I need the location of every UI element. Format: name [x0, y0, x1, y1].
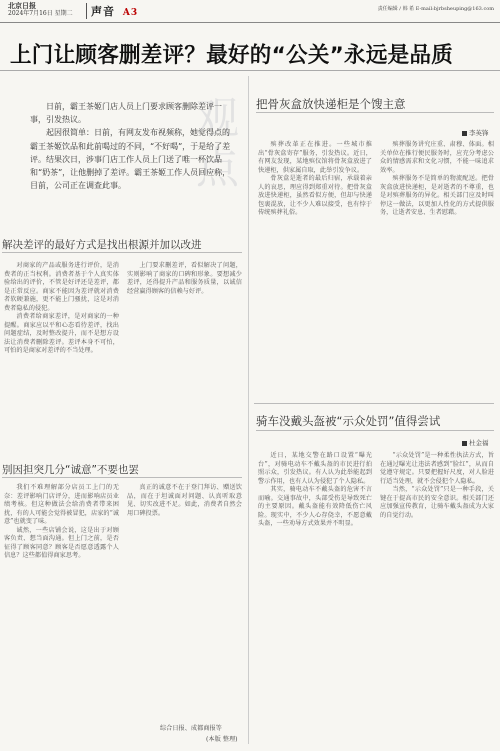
page-number: A3	[122, 8, 139, 18]
right-s1-paragraph: 殡葬服务不是简单的物流配送。把骨灰盒放进快递柜，是对逝者的不尊重，也是对殡葬服务的异化。相关部门应及时叫停这一做法，以更加人性化的方式提供服务，让逝者安息、生者慰藉。	[380, 175, 494, 216]
right-section-1-title: 把骨灰盒放快递柜是个馊主意	[256, 97, 406, 111]
editor-info: 责任编辑 / 韩 希 E-mail:bjrbsheuping@163.com	[377, 6, 494, 12]
left-s2-paragraph: 诚然，一些店铺会说，这是出于对顾客负责、想当面沟通。但上门之前，是否征得了顾客同意？顾客是否愿意透露个人信息？这些都值得商家思考。	[4, 526, 119, 559]
watermark: 观点	[196, 94, 239, 194]
section-title: 声音	[91, 5, 115, 18]
left-s2-paragraph: 真正的诚意不在于登门拜访、赠送饮品，而在于坦诚面对问题、认真听取意见、切实改进不足。如此，消费者自然会用口碑投票。	[127, 484, 242, 517]
right-section-1-col-1	[258, 141, 372, 218]
right-section-2-byline	[462, 438, 489, 447]
right-s1-paragraph: 骨灰盒是逝者的最后归宿，承载着亲人的哀思，理应得到郑重对待。把骨灰盒放进快递柜，虽然看似方便，但却与快递包裹混放，让不少人难以接受，也有悖于传统殡葬礼俗。	[258, 175, 372, 216]
headline-divider	[0, 70, 500, 71]
right-section-2-title: 骑车没戴头盔被“示众处罚”值得尝试	[256, 414, 441, 428]
left-section-2-title: 别因担突几分“诚意”不要也罢	[2, 464, 139, 476]
right-s2-paragraph: 其实，骑电动车不戴头盔的危害不言而喻。交通事故中，头部受伤是导致死亡的主要原因。戴头盔能有效降低伤亡风险。现实中，不少人心存侥幸，不愿意戴头盔，一些劝导方式效果并不明显。	[258, 486, 372, 527]
left-section-2-col-1	[4, 484, 119, 561]
byline-marker-icon	[462, 441, 467, 446]
right-s2-paragraph: 近日，某地交警在路口设置“曝光台”，对骑电动车不戴头盔的市民进行拍照示众，引发热议。有人认为此举能起到警示作用，也有人认为侵犯了个人隐私。	[258, 452, 372, 485]
left-section-1-title: 解决差评的最好方式是找出根源并加以改进	[2, 239, 202, 251]
right-section-2-col-2	[380, 452, 494, 520]
section-name	[86, 3, 138, 19]
author-name: 杜金福	[469, 439, 489, 447]
page-headline: 上门让顾客删差评？最好的“公关”永远是品质	[10, 43, 454, 68]
masthead-left	[8, 2, 73, 18]
column-divider	[248, 76, 249, 744]
intro-paragraph: 起因很简单：日前，有网友发布视频称，她觉得点的霸王茶姬饮品和此前喝过的不同，“不好喝”，于是给了差评。结果次日，涉事门店工作人员上门送了唯一杯饮品和“奶茶”，让他删掉了差评。霸王茶姬工作人员回应称，目前，公司正在调查此事。	[30, 128, 231, 191]
left-source-credit: 综合日报、成都商报等	[160, 725, 222, 732]
left-s2-paragraph: 我们不难理解部分店员工上门的无奈：差评影响门店评分，进而影响店员业绩考核。但这种做法会给消费者带来困扰，有的人可能会觉得被冒犯，店家的“诚意”也就变了味。	[4, 484, 119, 525]
left-section-1-col-2	[127, 262, 242, 296]
left-section-1-col-1	[4, 262, 119, 356]
right-section-1-byline	[462, 128, 489, 137]
left-section-2-rule	[2, 477, 242, 478]
right-s2-paragraph: “示众处罚”是一种柔性执法方式，旨在通过曝光让违法者感到“脸红”，从而自觉遵守规定。只要把握好尺度，对人脸进行适当处理，就不会侵犯个人隐私。	[380, 452, 494, 485]
right-section-2-rule	[256, 430, 494, 431]
issue-date: 2024年7月16日 星期二	[8, 10, 73, 17]
right-s2-paragraph: 当然，“示众处罚”只是一种手段，关键在于提高市民的安全意识。相关部门还应加强宣传教育，让骑车戴头盔成为大家的自觉行动。	[380, 486, 494, 519]
left-s1-paragraph: 上门要求删差评，看似解决了问题，实则影响了商家的口碑和形象。要想减少差评，还得提升产品和服务质量，以诚信经营赢得顾客的信赖与好评。	[127, 262, 242, 295]
right-section-divider	[254, 403, 494, 404]
intro-text	[30, 100, 233, 192]
left-s1-paragraph: 对商家的产品或服务进行评价，是消费者的正当权利。消费者基于个人真实体验给出的评价，不管是好评还是差评，都是正常反应。商家不能因为差评就对消费者软硬兼施，更不能上门骚扰，这是对消费者隐私的侵犯。	[4, 262, 119, 312]
right-section-1-rule	[256, 112, 494, 113]
right-s1-paragraph: 殡葬改革正在推进。一些城市推出“骨灰盒寄存”服务，引发热议。近日，有网友发现，某地殡仪馆将骨灰盒放进了快递柜，供家属自取，此举引发争议。	[258, 141, 372, 174]
left-editor-credit: (本版 整理)	[206, 736, 238, 743]
intro-paragraph: 日前，霸王茶姬门店人员上门要求顾客删除差评一事，引发热议。	[30, 102, 222, 125]
left-s1-paragraph: 消费者给商家差评，是对商家的一种提醒。商家应以平和心态看待差评，找出问题症结，及时整改提升，而不是想方设法让消费者删除差评。差评本身不可怕，可怕的是商家对差评的不当处理。	[4, 313, 119, 354]
author-name: 李英锋	[469, 129, 489, 137]
paper-name: 北京日报	[8, 1, 36, 10]
byline-marker-icon	[462, 131, 467, 136]
right-section-1-col-2	[380, 141, 494, 218]
left-section-2-col-2	[127, 484, 242, 518]
right-section-2-col-1	[258, 452, 372, 529]
left-section-1-rule	[2, 252, 242, 253]
right-s1-paragraph: 殡葬服务讲究庄重、肃穆、体面。相关单位在推行便民服务时，应充分考虑公众的情感需求和文化习惯，不能一味追求效率。	[380, 141, 494, 174]
